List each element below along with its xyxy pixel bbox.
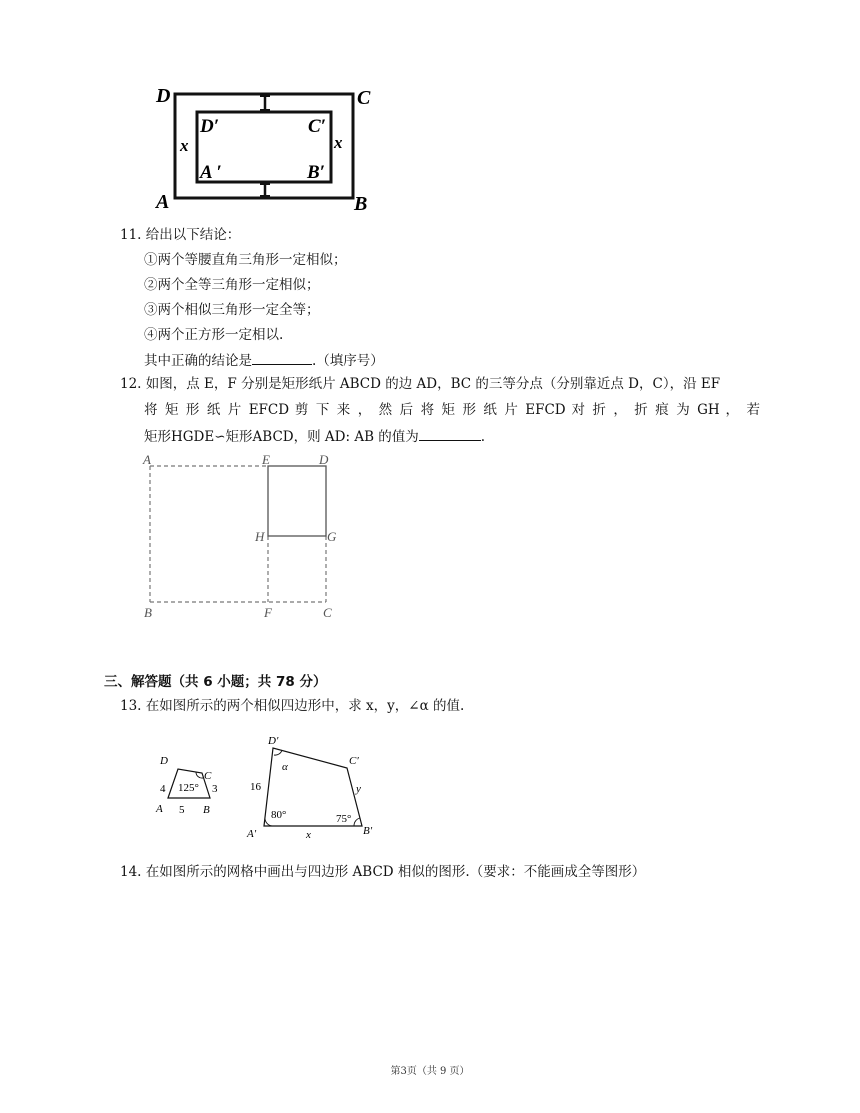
q11-stem: 11. 给出以下结论：: [120, 227, 241, 243]
label-D-prime: D′: [200, 116, 220, 137]
similar-quadrilaterals-figure: [150, 730, 390, 842]
fig12-label-A: A: [143, 452, 151, 467]
small-label-C: C: [204, 770, 212, 782]
small-label-D: D: [160, 755, 168, 767]
q11-answer-prefix: 其中正确的结论是: [144, 353, 252, 369]
q11-item-3: ③两个相似三角形一定全等；: [144, 302, 320, 318]
large-angle-b: 75°: [336, 813, 352, 825]
fig12-label-D: D: [319, 452, 329, 467]
large-side-ab: x: [306, 829, 311, 841]
q11-answer-line: [144, 350, 384, 371]
q14-stem: 14. 在如图所示的网格中画出与四边形 ABCD 相似的图形.（要求：不能画成全等图形）: [120, 864, 646, 880]
rectangle-fold-figure: [138, 450, 348, 622]
q11-item-1: ①两个等腰直角三角形一定相似；: [144, 252, 347, 268]
frame-figure: [150, 82, 386, 214]
q12-line-3-suffix: .: [480, 429, 486, 445]
large-angle-a: 80°: [271, 809, 287, 821]
q12-line-2: 将 矩 形 纸 片 EFCD 剪 下 来 ， 然 后 将 矩 形 纸 片 EFCD 对 折 ， 折 痕 为 GH ， 若: [144, 402, 760, 418]
q11-item-2: ②两个全等三角形一定相似；: [144, 277, 320, 293]
q13-stem: 13. 在如图所示的两个相似四边形中，求 x，y，∠α 的值.: [120, 698, 465, 714]
fig12-label-G: G: [327, 529, 337, 544]
label-x-left: x: [180, 136, 189, 155]
label-B: B: [354, 193, 368, 214]
large-side-ad: 16: [250, 781, 261, 793]
fig12-label-F: F: [264, 605, 272, 620]
large-side-bc: y: [356, 783, 361, 795]
fig12-label-H: H: [255, 529, 265, 544]
label-C-prime: C′: [308, 116, 327, 137]
small-side-bc: 3: [212, 783, 218, 795]
small-label-A: A: [156, 803, 163, 815]
fig12-label-E: E: [262, 452, 270, 467]
q11-answer-blank[interactable]: [252, 350, 312, 365]
q12-answer-blank[interactable]: [419, 426, 481, 441]
small-side-ad: 4: [160, 783, 166, 795]
section-3-title: 三、解答题（共 6 小题；共 78 分）: [104, 674, 327, 690]
label-A-prime: A ′: [200, 162, 222, 183]
q12-line-1: 12. 如图，点 E，F 分别是矩形纸片 ABCD 的边 AD，BC 的三等分点（分别靠近点 D，C），沿 EF: [120, 376, 721, 392]
q11-item-4: ④两个正方形一定相以.: [144, 327, 284, 343]
label-B-prime: B′: [307, 162, 326, 183]
large-alpha: α: [282, 761, 288, 773]
fig12-label-B: B: [144, 605, 152, 620]
label-C: C: [357, 87, 371, 109]
label-A: A: [156, 191, 170, 213]
small-label-B: B: [203, 804, 210, 816]
large-label-C: C′: [349, 755, 359, 767]
large-label-D: D′: [268, 735, 279, 747]
page-footer: 第3页（共 9 页）: [390, 1066, 470, 1077]
large-label-B: B′: [363, 825, 373, 837]
q11-answer-suffix: .（填序号）: [312, 353, 384, 369]
q12-line-3-prefix: 矩形HGDE∽矩形ABCD，则 AD: AB 的值为: [144, 429, 419, 445]
label-D: D: [156, 85, 171, 107]
small-side-ab: 5: [179, 804, 185, 816]
q12-line-3: [144, 426, 485, 447]
label-x-right: x: [334, 133, 343, 152]
large-label-A: A′: [247, 828, 257, 840]
fig12-label-C: C: [323, 605, 332, 620]
small-angle-c: 125°: [178, 782, 199, 794]
